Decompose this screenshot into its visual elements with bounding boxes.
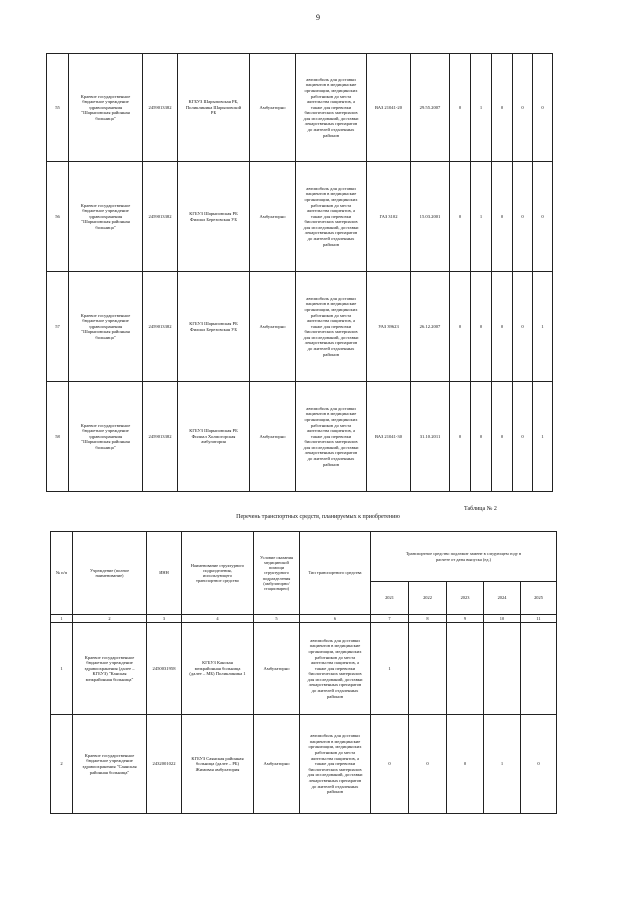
value-cell: 1 (533, 272, 553, 382)
header-inn: ИНН (147, 532, 182, 615)
value-cell: 0 (513, 162, 533, 272)
header-unit: Наименование структурного подразделения, использующего транспортное средство (182, 532, 254, 615)
row-number: 58 (47, 382, 69, 492)
inn-cell: 2459013382 (143, 382, 178, 492)
unit-cell: КГБУЗ Шарыповская РБ Филиал Березовская УБ (178, 162, 250, 272)
condition-cell: Амбулаторно (254, 623, 300, 715)
release-date-cell: 31.10.2011 (411, 382, 450, 492)
column-number-cell: 10 (484, 615, 521, 623)
value-cell: 0 (450, 54, 471, 162)
header-year: 2023 (447, 582, 484, 615)
header-year: 2024 (484, 582, 521, 615)
table-row (47, 272, 553, 382)
row-number: 56 (47, 162, 69, 272)
value-cell: 0 (471, 272, 492, 382)
value-cell: 0 (492, 272, 513, 382)
vehicle-model-cell: УАЗ 39623 (367, 272, 411, 382)
table-row (47, 162, 553, 272)
value-cell: 0 (533, 162, 553, 272)
value-cell: 0 (450, 162, 471, 272)
column-number-cell: 7 (371, 615, 409, 623)
year-value-cell (447, 623, 484, 715)
year-value-cell: 0 (409, 715, 447, 814)
column-number-cell: 5 (254, 615, 300, 623)
year-value-cell: 0 (447, 715, 484, 814)
table-row (47, 382, 553, 492)
table-2-title: Перечень транспортных средств, планируемых к приобретению (236, 514, 400, 520)
inn-cell: 2432001022 (147, 715, 182, 814)
value-cell: 0 (492, 54, 513, 162)
organization-cell: Краевое государственное бюджетное учреждение здравоохранения "Шарыповская районная больница" (69, 162, 143, 272)
column-number-cell: 9 (447, 615, 484, 623)
value-cell: 0 (513, 272, 533, 382)
release-date-cell: 15.03.2001 (411, 162, 450, 272)
vehicle-model-cell: ВАЗ 21041-30 (367, 382, 411, 492)
inn-cell: 2459013382 (143, 54, 178, 162)
purpose-cell: автомобиль для доставки пациентов в медицинские организации, медицинских работников до места жительства пациентов, а также для перевозки биологических материалов для исследований, доставки лекарственных препаратов до жителей отдаленных районов (300, 715, 371, 814)
year-value-cell: 0 (371, 715, 409, 814)
value-cell: 0 (471, 382, 492, 492)
table-2-label: Таблица № 2 (464, 506, 497, 512)
vehicles-table-1 (46, 53, 553, 492)
value-cell: 0 (513, 382, 533, 492)
header-condition: Условие оказания медицинской помощи структурного подразделения (амбулаторно/ стационарно) (254, 532, 300, 615)
condition-cell: Амбулаторно (250, 162, 296, 272)
year-value-cell: 1 (484, 715, 521, 814)
table-row (51, 715, 557, 814)
column-numbers-row (51, 615, 557, 623)
inn-cell: 2459013382 (143, 272, 178, 382)
vehicles-table-2 (50, 531, 557, 814)
value-cell: 0 (492, 382, 513, 492)
row-number: 2 (51, 715, 73, 814)
column-number-cell: 8 (409, 615, 447, 623)
value-cell: 0 (533, 54, 553, 162)
table-row (47, 54, 553, 162)
inn-cell: 2459013382 (143, 162, 178, 272)
header-replacement-group: Транспортное средство подлежит замене в следующем году в расчете от даты выпуска (ед.) (371, 532, 557, 582)
value-cell: 1 (471, 54, 492, 162)
header-year: 2021 (371, 582, 409, 615)
purpose-cell: автомобиль для доставки пациентов в медицинские организации, медицинских работников до места жительства пациентов, а также для перевозки биологических материалов для исследований, доставки лекарственных препаратов до жителей отдаленных районов (300, 623, 371, 715)
column-number-cell: 11 (521, 615, 557, 623)
table-row (51, 623, 557, 715)
column-number-cell: 6 (300, 615, 371, 623)
release-date-cell: 29.55.2007 (411, 54, 450, 162)
purpose-cell: автомобиль для доставки пациентов в медицинские организации, медицинских работников до места жительства пациентов, а также для перевозки биологических материалов для исследований, доставки лекарственных препаратов до жителей отдаленных районов (296, 382, 367, 492)
year-value-cell (484, 623, 521, 715)
value-cell: 1 (533, 382, 553, 492)
header-vehicle-type: Тип транспортного средства (300, 532, 371, 615)
organization-cell: Краевое государственное бюджетное учреждение здравоохранения "Шарыповская районная больница" (69, 272, 143, 382)
organization-cell: Краевое государственное бюджетное учреждение здравоохранения "Шарыповская районная больница" (69, 382, 143, 492)
value-cell: 0 (450, 272, 471, 382)
condition-cell: Амбулаторно (250, 272, 296, 382)
vehicle-model-cell: ВАЗ 21041-20 (367, 54, 411, 162)
value-cell: 0 (450, 382, 471, 492)
organization-cell: Краевое государственное бюджетное учреждение здравоохранения (далее – КГБУЗ) "Канская межрайонная больница" (73, 623, 147, 715)
row-number: 1 (51, 623, 73, 715)
organization-cell: Краевое государственное бюджетное учреждение здравоохранения "Шарыповская районная больница" (69, 54, 143, 162)
table-2-header-row (51, 532, 557, 582)
column-number-cell: 3 (147, 615, 182, 623)
value-cell: 0 (492, 162, 513, 272)
value-cell: 0 (513, 54, 533, 162)
year-value-cell (521, 623, 557, 715)
purpose-cell: автомобиль для доставки пациентов в медицинские организации, медицинских работников до места жительства пациентов, а также для перевозки биологических материалов для исследований, доставки лекарственных препаратов до жителей отдаленных районов (296, 272, 367, 382)
column-number-cell: 4 (182, 615, 254, 623)
header-number: № п/п (51, 532, 73, 615)
row-number: 57 (47, 272, 69, 382)
inn-cell: 2450031958 (147, 623, 182, 715)
year-value-cell (409, 623, 447, 715)
column-number-cell: 1 (51, 615, 73, 623)
value-cell: 1 (471, 162, 492, 272)
unit-cell: КГБУЗ Саянская районная больница (далее – РБ) Жимовая амбулатория (182, 715, 254, 814)
release-date-cell: 26.12.2007 (411, 272, 450, 382)
year-value-cell: 1 (371, 623, 409, 715)
unit-cell: КГБУЗ Шарыповская РБ Филиал Холмогорская амбулатория (178, 382, 250, 492)
purpose-cell: автомобиль для доставки пациентов в медицинские организации, медицинских работников до места жительства пациентов, а также для перевозки биологических материалов для исследований, доставки лекарственных препаратов до жителей отдаленных районов (296, 54, 367, 162)
unit-cell: КГБУЗ Шарыповская РБ Филиал Березовская УБ (178, 272, 250, 382)
column-number-cell: 2 (73, 615, 147, 623)
year-value-cell: 0 (521, 715, 557, 814)
unit-cell: КГБУЗ Канская межрайонная больница (далее – МБ) Поликлиника 1 (182, 623, 254, 715)
condition-cell: Амбулаторно (250, 54, 296, 162)
condition-cell: Амбулаторно (250, 382, 296, 492)
vehicle-model-cell: ГАЗ 3102 (367, 162, 411, 272)
unit-cell: КГБУЗ Шарыповская РБ, Поликлиника Шарыповской РБ (178, 54, 250, 162)
purpose-cell: автомобиль для доставки пациентов в медицинские организации, медицинских работников до места жительства пациентов, а также для перевозки биологических материалов для исследований, доставки лекарственных препаратов до жителей отдаленных районов (296, 162, 367, 272)
header-organization: Учреждение (полное наименование) (73, 532, 147, 615)
page-number: 9 (316, 13, 320, 22)
row-number: 55 (47, 54, 69, 162)
header-year: 2025 (521, 582, 557, 615)
header-year: 2022 (409, 582, 447, 615)
condition-cell: Амбулаторно (254, 715, 300, 814)
organization-cell: Краевое государственное бюджетное учреждение здравоохранения "Саянская районная больница" (73, 715, 147, 814)
